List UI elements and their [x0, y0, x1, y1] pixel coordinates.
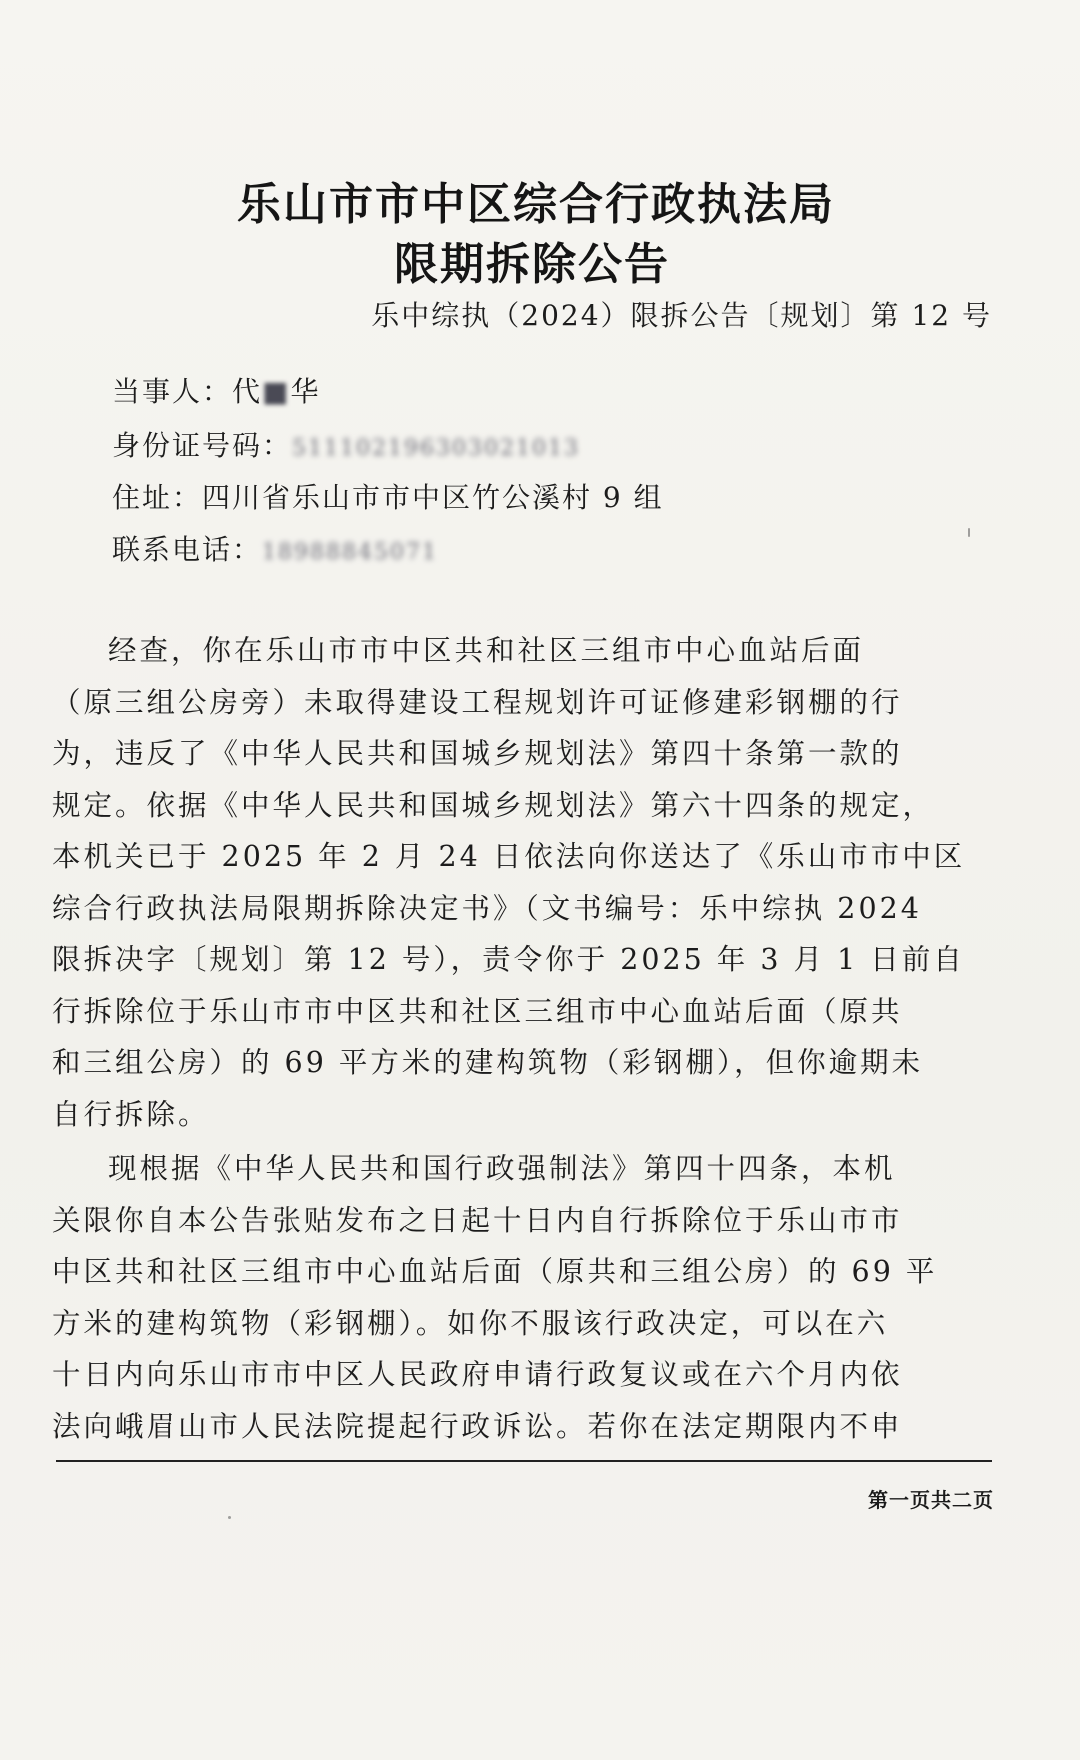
paragraph-line: （原三组公房旁）未取得建设工程规划许可证修建彩钢棚的行	[52, 686, 903, 719]
paragraph-line: 为，违反了《中华人民共和国城乡规划法》第四十条第一款的	[52, 737, 903, 770]
document-title-agency: 乐山市市中区综合行政执法局	[237, 179, 835, 230]
paragraph-line: 规定。依据《中华人民共和国城乡规划法》第六十四条的规定，	[52, 789, 935, 822]
footer-divider	[56, 1460, 992, 1462]
paragraph-line: 自行拆除。	[52, 1098, 210, 1131]
party-address-value: 四川省乐山市市中区竹公溪村 9 组	[202, 481, 664, 514]
paragraph-line: 综合行政执法局限期拆除决定书》（文书编号：乐中综执 2024	[52, 892, 922, 925]
party-name-first: 代	[232, 375, 263, 408]
paragraph-line: 本机关已于 2025 年 2 月 24 日依法向你送达了《乐山市市中区	[52, 840, 966, 873]
scan-speck	[968, 528, 970, 537]
party-id-label: 身份证号码：	[112, 429, 293, 462]
party-phone-row	[112, 528, 438, 568]
document-title-notice: 限期拆除公告	[394, 239, 670, 290]
party-address-label: 住址：	[112, 481, 203, 514]
scan-speck	[228, 1516, 231, 1519]
paragraph-line: 现根据《中华人民共和国行政强制法》第四十四条，本机	[108, 1152, 896, 1185]
party-id-redacted: 511102196303021013	[292, 436, 580, 461]
paragraph-line: 法向峨眉山市人民法院提起行政诉讼。若你在法定期限内不申	[52, 1410, 903, 1443]
party-address-row	[112, 476, 664, 516]
party-name-row	[112, 370, 321, 410]
document-number: 乐中综执（2024）限拆公告〔规划〕第 12 号	[371, 299, 992, 332]
paragraph-line: 行拆除位于乐山市市中区共和社区三组市中心血站后面（原共	[52, 995, 903, 1028]
party-name-label: 当事人：	[112, 375, 233, 408]
paragraph-line: 方米的建构筑物（彩钢棚）。如你不服该行政决定，可以在六	[52, 1307, 889, 1340]
paragraph-line: 限拆决字〔规划〕第 12 号），责令你于 2025 年 3 月 1 日前自	[52, 943, 965, 976]
party-name-redacted: ■	[262, 375, 291, 408]
paragraph-line: 经查，你在乐山市市中区共和社区三组市中心血站后面	[108, 634, 865, 667]
party-name-last: 华	[290, 375, 321, 408]
party-phone-label: 联系电话：	[112, 533, 263, 566]
party-phone-redacted: 18988845071	[262, 540, 438, 565]
page-number: 第一页共二页	[868, 1488, 994, 1512]
paragraph-line: 和三组公房）的 69 平方米的建构筑物（彩钢棚），但你逾期未	[52, 1046, 924, 1079]
party-id-row	[112, 424, 580, 464]
paragraph-line: 关限你自本公告张贴发布之日起十日内自行拆除位于乐山市市	[52, 1204, 903, 1237]
paragraph-line: 十日内向乐山市市中区人民政府申请行政复议或在六个月内依	[52, 1358, 903, 1391]
paragraph-line: 中区共和社区三组市中心血站后面（原共和三组公房）的 69 平	[52, 1255, 938, 1288]
